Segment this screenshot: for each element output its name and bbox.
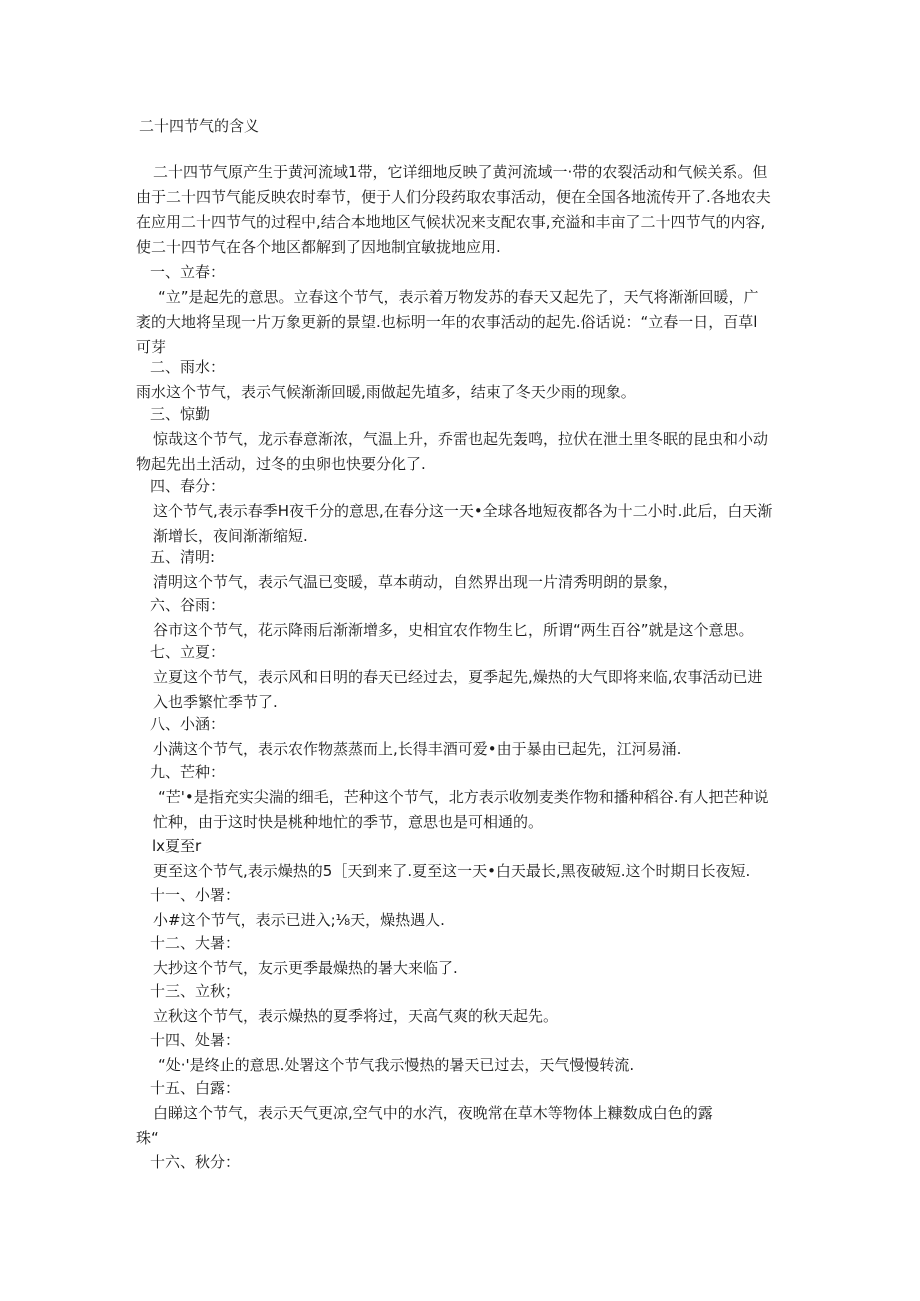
- section-body-line: 渐增长，夜间渐渐缩短.: [153, 527, 308, 545]
- section-body-line: “芒'•是指充实尖湍的细毛，芒种这个节气，北方表示收刎麦类作物和播种稻谷.有人把芒种说: [158, 788, 769, 806]
- section-heading: 一、立春：: [150, 263, 226, 281]
- intro-line-2: 由于二十四节气能反映农时奉节，便于人们分段药取农事活动，便在全国各地流传开了.各地农夫: [136, 188, 771, 206]
- section-body-line: 入也季繁忙季节了.: [153, 693, 278, 711]
- section-body-line: 小#这个节气，表示已进入;⅛天，燥热遇人.: [153, 911, 445, 929]
- section-body-line: 雨水这个节气，表示气候渐渐回暖,雨做起先埴多，结束了冬天少雨的现象。: [136, 383, 636, 401]
- intro-line-1: 二十四节气原产生于黄河流域1带，它详细地反映了黄河流域一·带的农裂活动和气候关系。但: [153, 163, 768, 181]
- section-heading: 八、小涵：: [150, 715, 226, 733]
- section-body-line: 这个节气,表示春季H夜千分的意思,在春分这一天•全球各地短夜都各为十二小时.此后，白天渐: [153, 502, 773, 520]
- section-body-line: 更至这个节气,表示燥热的5［天到来了.夏至这一天•白天最长,黑夜破短.这个时期日长夜短.: [153, 862, 751, 880]
- section-heading: 六、谷雨：: [150, 596, 226, 614]
- section-body-line: 物起先出土活动，过冬的虫卵也快要分化了.: [136, 455, 426, 473]
- section-heading: 七、立夏：: [150, 643, 226, 661]
- section-body-line: “处·'是终止的意思.处署这个节气我示慢热的暑天已过去，天气慢慢转流.: [158, 1056, 635, 1074]
- section-body-line: 立秋这个节气，表示燥热的夏季将过，天高气爽的秋天起先。: [153, 1007, 559, 1025]
- section-heading: 九、芒种：: [150, 763, 226, 781]
- section-heading: 十四、处暑：: [150, 1031, 241, 1049]
- section-body-line: 清明这个节气，表示气温已变暖，草本萌动，自然界出现一片清秀明朗的景象，: [153, 573, 679, 591]
- section-heading: 十六、秋分：: [150, 1153, 241, 1171]
- section-body-line: “立”是起先的意思。立春这个节气，表示着万物发苏的春天又起先了，天气将渐渐回暖，广: [158, 288, 759, 306]
- section-body-line: 可芽: [136, 338, 167, 356]
- section-body-line: 白睇这个节气，表示天气更凉,空气中的水汽，夜晚常在草木等物体上糠数成白色的露: [153, 1104, 713, 1122]
- section-body-line: 忙种，由于这时快是桃种地忙的季节，意思也是可相通的。: [153, 813, 544, 831]
- section-body-line: 大抄这个节气，友示更季最燥热的暑大来临了.: [153, 959, 458, 977]
- section-heading: 五、清明:: [150, 548, 216, 566]
- section-heading: 十二、大暑：: [150, 934, 241, 952]
- section-body-line: 立夏这个节气，表示风和日明的春天已经过去，夏季起先,燥热的大气即将来临,农事活动已进: [153, 668, 763, 686]
- intro-line-4: 使二十四节气在各个地区都解到了因地制宜敏拢地应用.: [136, 238, 501, 256]
- section-heading: 二、雨水：: [150, 358, 226, 376]
- section-body-line: 谷市这个节气，花示降雨后渐渐增多，史相宜农作物生匕，所谓“两生百谷”就是这个意思。: [153, 621, 754, 639]
- section-heading: lx夏至r: [152, 837, 202, 855]
- section-heading: 十五、白露：: [150, 1079, 241, 1097]
- section-body-line: 珠“: [136, 1129, 159, 1147]
- section-body-line: 袤的大地将呈现一片万象更新的景望.也标明一年的农事活动的起先.俗话说：“立春一日，百草l: [136, 313, 758, 331]
- section-heading: 十一、小署：: [150, 886, 241, 904]
- section-heading: 十三、立秋；: [150, 982, 241, 1000]
- section-body-line: 小满这个节气，表示农作物蒸蒸而上,长得丰酒可爱•由于暴由已起先，江河易涌.: [153, 740, 682, 758]
- section-heading: 三、惊勤: [150, 405, 211, 423]
- page-title: 二十四节气的含义: [139, 117, 260, 135]
- section-body-line: 惊哉这个节气，龙示春意渐浓，气温上升，乔雷也起先轰鸣，拉伏在泄土里冬眠的昆虫和小动: [153, 430, 769, 448]
- section-heading: 四、春分：: [150, 477, 226, 495]
- intro-line-3: 在应用二十四节气的过程中,结合本地地区气候状况来支配农事,充溢和丰亩了二十四节气的内容,: [136, 213, 766, 231]
